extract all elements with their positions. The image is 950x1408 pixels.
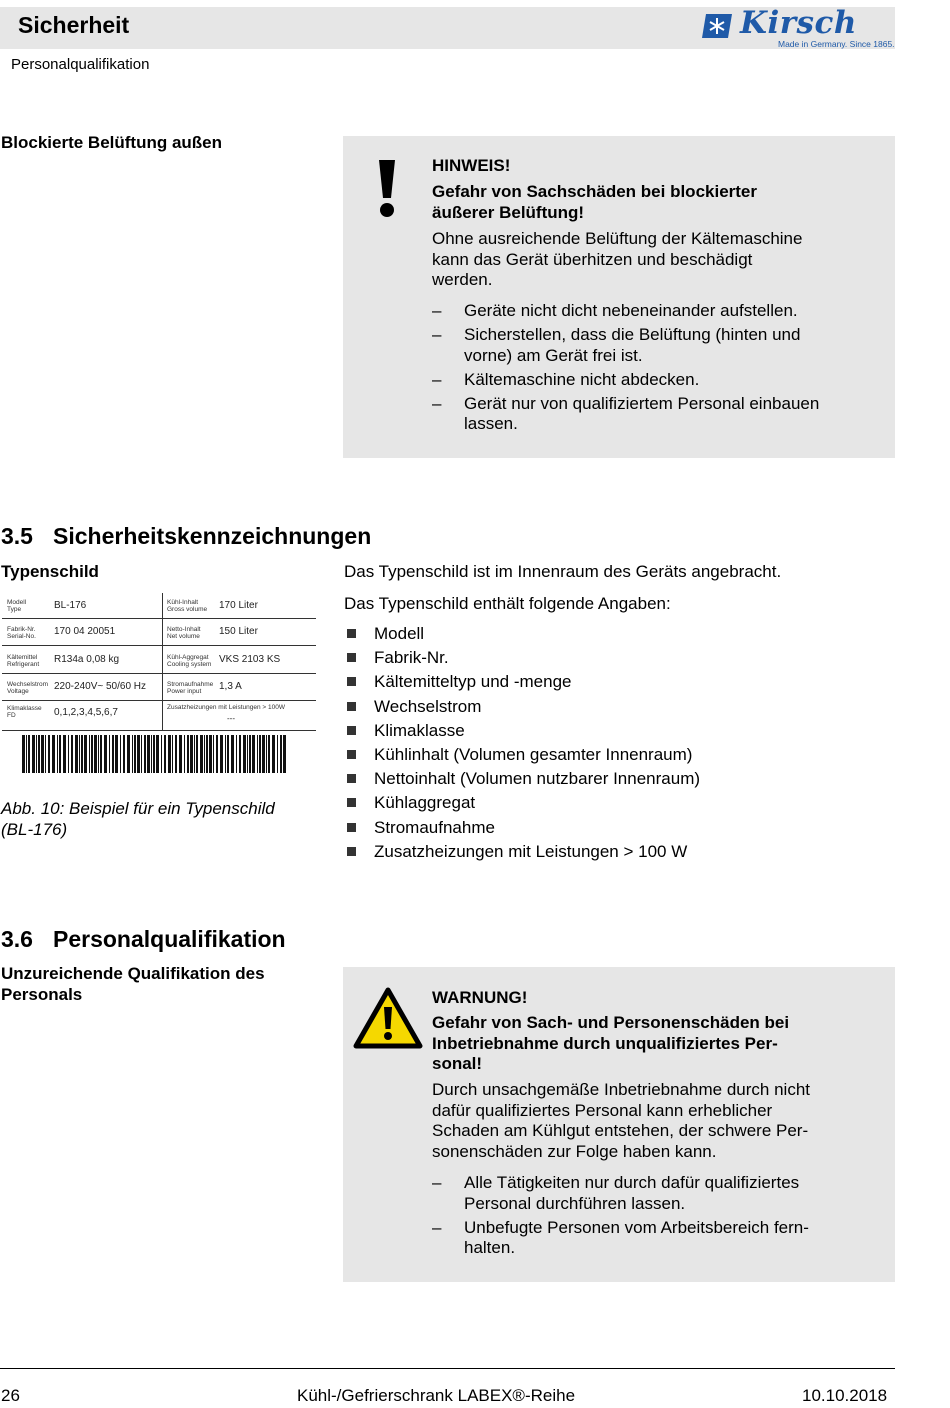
warning-bold-line-3: sonal! <box>432 1054 483 1073</box>
warning-text-line-2: dafür qualifiziertes Personal kann erheblicher <box>432 1100 773 1120</box>
logo-wordmark: Kirsch <box>740 5 857 41</box>
list-item: – Alle Tätigkeiten nur durch dafür qualifiziertes Personal durchführen lassen. <box>432 1173 800 1213</box>
list-item: – Gerät nur von qualifiziertem Personal einbauen lassen. <box>432 393 820 433</box>
notice-instructions <box>432 301 872 438</box>
list-item: Fabrik-Nr. <box>345 648 700 672</box>
plate-row: Modell Type BL-176 Kühl-Inhalt Gross volume 170 Liter <box>2 590 316 619</box>
warning-triangle-icon <box>353 987 423 1049</box>
plate-row: Klimaklasse FD 0,1,2,3,4,5,6,7 Zusatzheizungen mit Leistungen > 100W --- <box>2 700 316 731</box>
warning-box <box>343 967 895 1282</box>
notice-box <box>343 136 895 458</box>
plate-row: Fabrik-Nr. Serial-No. 170 04 20051 Netto-Inhalt Net volume 150 Liter <box>2 618 316 646</box>
list-item: Klimaklasse <box>345 721 700 745</box>
section-title: Personalqualifikation <box>53 926 286 952</box>
list-item: Modell <box>345 624 700 648</box>
notice-text-line-1: Ohne ausreichende Belüftung der Kältemaschine <box>432 229 803 248</box>
page-number: 26 <box>1 1386 20 1405</box>
warning-bold-line-2: Inbetriebnahme durch unqualifiziertes Per- <box>432 1033 778 1053</box>
typenschild-bullet-list <box>345 624 700 866</box>
notice-bold-line-1: Gefahr von Sachschäden bei blockierter <box>432 182 758 201</box>
notice-text-line-2: kann das Gerät überhitzen und beschädigt <box>432 249 753 269</box>
snowflake-icon <box>700 10 738 42</box>
document-title: Kühl-/Gefrierschrank LABEX®-Reihe <box>297 1386 576 1405</box>
warning-text-line-3: Schaden am Kühlgut entstehen, der schwere Per- <box>432 1121 809 1140</box>
side-label-qualification: Unzureichende Qualifikation des Personals <box>1 964 265 1004</box>
notice-heading: HINWEIS! <box>432 156 511 175</box>
warning-heading: WARNUNG! <box>432 988 528 1007</box>
intro-text-2: Das Typenschild enthält folgende Angaben: <box>344 594 671 613</box>
section-heading-3-6 <box>1 926 286 953</box>
footer-divider <box>0 1368 895 1369</box>
section-number: 3.6 <box>1 926 33 952</box>
notice-bold-line-2: äußerer Belüftung! <box>432 203 585 222</box>
list-item: – Kältemaschine nicht abdecken. <box>432 369 700 389</box>
list-item: Kühlaggregat <box>345 793 700 817</box>
intro-text-1: Das Typenschild ist im Innenraum des Geräts angebracht. <box>344 562 782 581</box>
warning-instructions <box>432 1173 872 1262</box>
list-item: Kältemitteltyp und -menge <box>345 672 700 696</box>
barcode <box>22 735 290 773</box>
list-item: Stromaufnahme <box>345 818 700 842</box>
brand-logo <box>700 5 895 49</box>
page-title: Sicherheit <box>18 12 130 38</box>
list-item: Wechselstrom <box>345 697 700 721</box>
warning-text-line-1: Durch unsachgemäße Inbetriebnahme durch nicht <box>432 1080 810 1099</box>
list-item: – Sicherstellen, dass die Belüftung (hinten und vorne) am Gerät frei ist. <box>432 325 801 365</box>
list-item: Kühlinhalt (Volumen gesamter Innenraum) <box>345 745 700 769</box>
exclamation-icon <box>376 160 398 218</box>
warning-text-line-4: sonenschäden zur Folge haben kann. <box>432 1141 717 1161</box>
side-label-ventilation: Blockierte Belüftung außen <box>1 133 223 152</box>
list-item: – Geräte nicht dicht nebeneinander aufstellen. <box>432 301 798 320</box>
document-date: 10.10.2018 <box>802 1386 888 1405</box>
section-heading-3-5 <box>1 523 371 550</box>
figure-caption: Abb. 10: Beispiel für ein Typenschild (BL-176) <box>1 799 275 839</box>
list-item: Zusatzheizungen mit Leistungen > 100 W <box>345 842 700 866</box>
side-label-typenschild: Typenschild <box>1 562 99 581</box>
logo-tagline: Made in Germany. Since 1865. <box>778 39 895 49</box>
plate-row: Wechselstrom Voltage 220-240V~ 50/60 Hz Stromaufnahme Power input 1,3 A <box>2 673 316 701</box>
notice-text-line-3: werden. <box>432 270 493 289</box>
warning-bold-line-1: Gefahr von Sach- und Personenschäden bei <box>432 1013 790 1032</box>
section-title: Sicherheitskennzeichnungen <box>53 523 372 549</box>
plate-row: Kältemittel Refrigerant R134a 0,08 kg Kühl-Aggregat Cooling system VKS 2103 KS <box>2 645 316 674</box>
section-number: 3.5 <box>1 523 33 549</box>
type-plate-image <box>2 590 316 785</box>
list-item: – Unbefugte Personen vom Arbeitsbereich fern- halten. <box>432 1217 809 1257</box>
list-item: Nettoinhalt (Volumen nutzbarer Innenraum) <box>345 769 700 793</box>
page-subtitle: Personalqualifikation <box>11 56 150 73</box>
